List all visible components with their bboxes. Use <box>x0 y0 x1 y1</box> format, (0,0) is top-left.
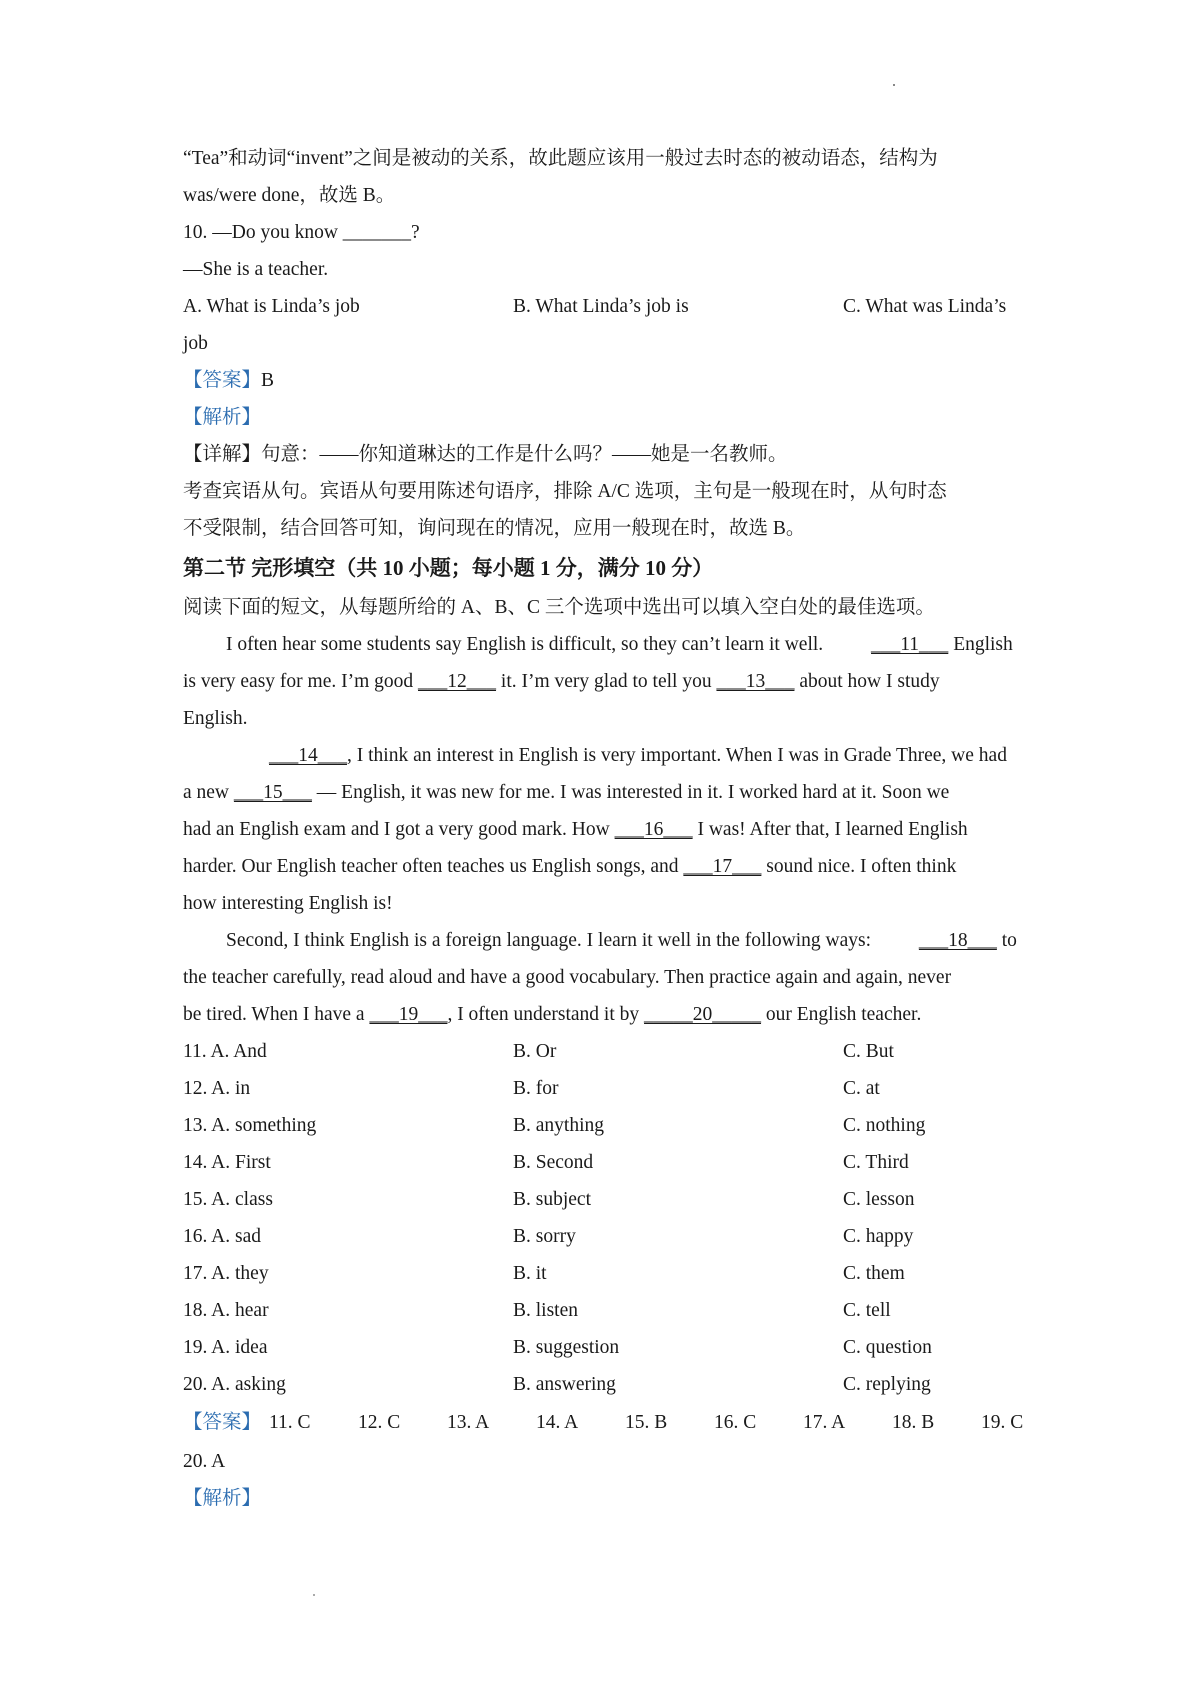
option-c: C. But <box>843 1041 894 1062</box>
answer-item: 11. C <box>269 1412 311 1433</box>
detail-label: 【详解】 <box>183 444 262 465</box>
analysis-line <box>183 1480 1028 1517</box>
explanation-line: 不受限制，结合回答可知，询问现在的情况，应用一般现在时，故选 B。 <box>183 518 806 539</box>
passage-text: it. I’m very glad to tell you <box>496 671 717 692</box>
option-row <box>183 1218 1028 1255</box>
option-c: C. What was Linda’s <box>843 296 1007 317</box>
option-c: C. lesson <box>843 1189 915 1210</box>
question-10-reply: —She is a teacher. <box>183 259 329 280</box>
prev-explanation-line: “Tea”和动词“invent”之间是被动的关系，故此题应该用一般过去时态的被动语态，结构为 <box>183 148 938 169</box>
option-b: B. sorry <box>513 1226 576 1247</box>
option-a: 13. A. something <box>183 1115 317 1136</box>
option-c: C. happy <box>843 1226 914 1247</box>
passage-line <box>183 737 1028 774</box>
option-a: 18. A. hear <box>183 1300 269 1321</box>
option-c: C. tell <box>843 1300 891 1321</box>
passage-text: harder. Our English teacher often teaches us English songs, and <box>183 856 684 877</box>
options-list <box>183 1033 1028 1403</box>
passage-line: how interesting English is! <box>183 893 393 914</box>
passage-text: I often hear some students say English is difficult, so they can’t learn it well. <box>226 634 829 655</box>
option-b: B. Or <box>513 1041 557 1062</box>
passage-text: our English teacher. <box>761 1004 922 1025</box>
section-instruction: 阅读下面的短文，从每题所给的 A、B、C 三个选项中选出可以填入空白处的最佳选项。 <box>183 597 935 618</box>
option-b: B. suggestion <box>513 1337 620 1358</box>
option-c: C. question <box>843 1337 932 1358</box>
passage-line <box>183 626 1028 663</box>
answer-item: 12. C <box>358 1412 401 1433</box>
option-b: B. anything <box>513 1115 604 1136</box>
option-c-wrap: job <box>183 333 208 354</box>
answer-item: 17. A <box>803 1412 846 1433</box>
analysis-label: 【解析】 <box>183 1488 262 1509</box>
option-c: C. at <box>843 1078 880 1099</box>
answer-line <box>183 362 1028 399</box>
passage-text: sound nice. I often think <box>761 856 957 877</box>
option-b: B. it <box>513 1263 547 1284</box>
analysis-line <box>183 399 1028 436</box>
section-heading: 第二节 完形填空（共 10 小题；每小题 1 分，满分 10 分） <box>183 556 714 580</box>
explanation-line: 考查宾语从句。宾语从句要用陈述句语序，排除 A/C 选项，主句是一般现在时，从句时态 <box>183 481 947 502</box>
passage-text: be tired. When I have a <box>183 1004 370 1025</box>
option-row <box>183 1181 1028 1218</box>
blank-18: ___18___ <box>918 930 997 951</box>
answer-item: 14. A <box>536 1412 579 1433</box>
option-a: 19. A. idea <box>183 1337 268 1358</box>
option-c: C. replying <box>843 1374 931 1395</box>
option-row <box>183 1144 1028 1181</box>
passage-text: , I think an interest in English is very important. When I was in Grade Three, we had <box>347 745 1007 766</box>
question-10-stem: 10. —Do you know _______? <box>183 222 420 243</box>
option-a: 12. A. in <box>183 1078 251 1099</box>
option-c: C. nothing <box>843 1115 926 1136</box>
answer-item: 16. C <box>714 1412 757 1433</box>
blank-15: ___15___ <box>233 782 312 803</box>
question-10-options <box>183 288 1028 325</box>
option-row <box>183 1292 1028 1329</box>
option-row <box>183 1329 1028 1366</box>
passage-text: I was! After that, I learned English <box>692 819 968 840</box>
blank-11: ___11___ <box>871 634 949 655</box>
option-a: 20. A. asking <box>183 1374 286 1395</box>
passage-text: Second, I think English is a foreign language. I learn it well in the following ways: <box>226 930 876 951</box>
passage-text: about how I study <box>794 671 940 692</box>
blank-17: ___17___ <box>683 856 762 877</box>
option-row <box>183 1255 1028 1292</box>
passage-text: had an English exam and I got a very good mark. How <box>183 819 615 840</box>
option-b: B. What Linda’s job is <box>513 296 689 317</box>
passage-line <box>183 774 1028 811</box>
passage-text: English <box>948 634 1013 655</box>
passage-line <box>183 996 1028 1033</box>
passage-text: a new <box>183 782 234 803</box>
option-row <box>183 1366 1028 1403</box>
passage-line <box>183 811 1028 848</box>
prev-explanation-line: was/were done，故选 B。 <box>183 185 396 206</box>
answer-item: 13. A <box>447 1412 490 1433</box>
option-c: C. Third <box>843 1152 909 1173</box>
blank-20: _____20_____ <box>644 1004 762 1025</box>
option-a: A. What is Linda’s job <box>183 296 360 317</box>
option-a: 17. A. they <box>183 1263 269 1284</box>
blank-16: ___16___ <box>614 819 693 840</box>
option-row <box>183 1070 1028 1107</box>
option-b: B. Second <box>513 1152 594 1173</box>
answer-item-wrap: 20. A <box>183 1451 226 1472</box>
answer-item: 18. B <box>892 1412 935 1433</box>
page-speck <box>893 84 895 86</box>
answer-key-row <box>183 1403 1028 1443</box>
passage-line: the teacher carefully, read aloud and have a good vocabulary. Then practice again and again, never <box>183 967 952 988</box>
answer-item: 19. C <box>981 1412 1024 1433</box>
document-page <box>183 140 1028 1517</box>
passage-text: — English, it was new for me. I was interested in it. I worked hard at it. Soon we <box>311 782 950 803</box>
option-a: 16. A. sad <box>183 1226 261 1247</box>
option-b: B. answering <box>513 1374 616 1395</box>
blank-13: ___13___ <box>716 671 795 692</box>
analysis-label: 【解析】 <box>183 407 262 428</box>
option-a: 11. A. And <box>183 1041 267 1062</box>
passage-line <box>183 663 1028 700</box>
answer-label: 【答案】 <box>183 370 262 391</box>
option-row <box>183 1033 1028 1070</box>
page-speck <box>313 1594 315 1596</box>
option-a: 15. A. class <box>183 1189 273 1210</box>
option-b: B. subject <box>513 1189 591 1210</box>
passage-text: is very easy for me. I’m good <box>183 671 419 692</box>
option-a: 14. A. First <box>183 1152 271 1173</box>
option-row <box>183 1107 1028 1144</box>
detail-line <box>183 436 1028 473</box>
detail-text: 句意：——你知道琳达的工作是什么吗？——她是一名教师。 <box>261 444 788 465</box>
passage-line <box>183 848 1028 885</box>
option-c: C. them <box>843 1263 905 1284</box>
passage-text: , I often understand it by <box>447 1004 645 1025</box>
passage-line <box>183 922 1028 959</box>
passage-text: to <box>996 930 1017 951</box>
blank-14: ___14___ <box>269 745 347 766</box>
blank-19: ___19___ <box>369 1004 448 1025</box>
option-b: B. for <box>513 1078 559 1099</box>
blank-12: ___12___ <box>418 671 497 692</box>
answer-item: 15. B <box>625 1412 668 1433</box>
option-b: B. listen <box>513 1300 579 1321</box>
answer-label: 【答案】 <box>183 1412 262 1433</box>
answer-value: B <box>261 370 275 391</box>
passage-line: English. <box>183 708 248 729</box>
